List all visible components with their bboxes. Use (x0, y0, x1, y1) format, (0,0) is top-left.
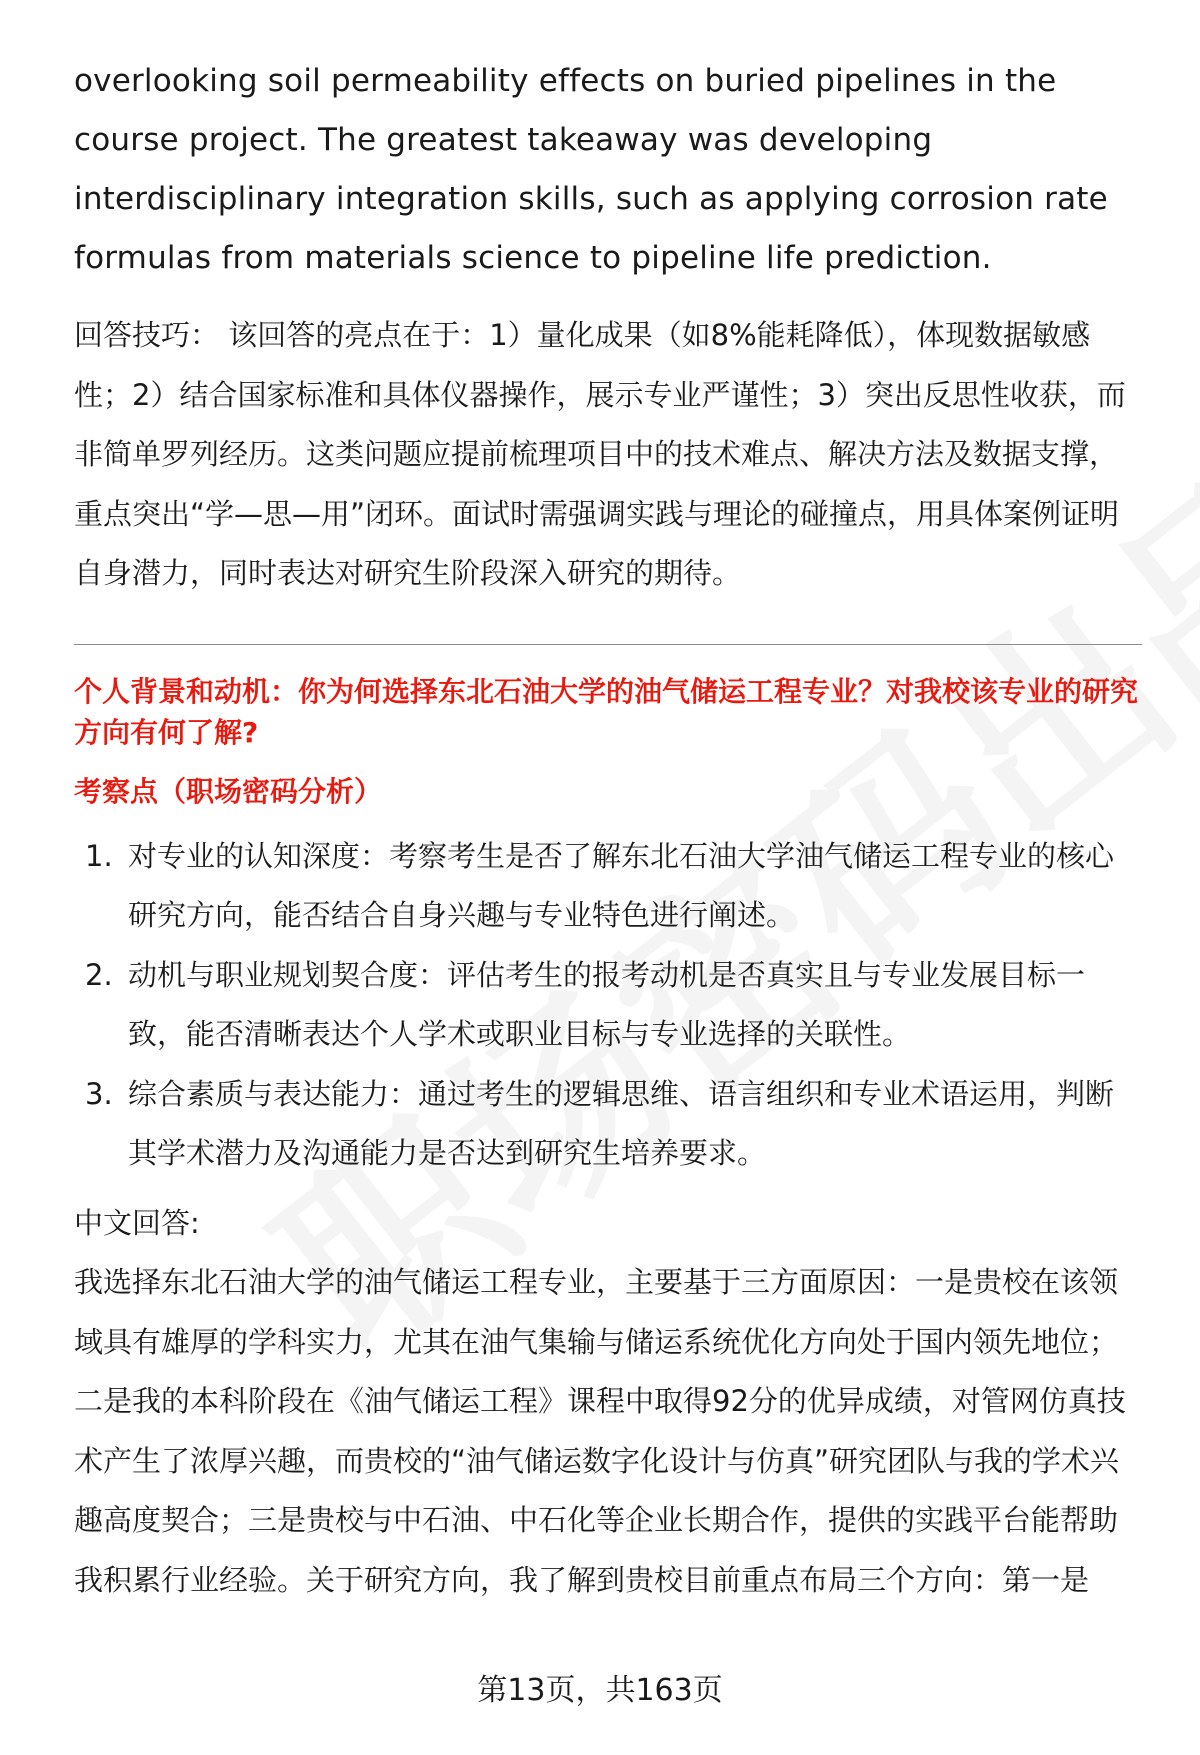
key-points-heading: 考察点（职场密码分析） (74, 774, 383, 808)
list-number: 1. (85, 838, 113, 873)
chinese-answer-text: 我选择东北石油大学的油气储运工程专业，主要基于三方面原因：一是贵校在该领域具有雄厚的学科实力，尤其在油气集输与储运系统优化方向处于国内领先地位；二是我的本科阶段在《油气储运工程》课程中取得92分的优异成绩，对管网仿真技术产生了浓厚兴趣，而贵校的“油气储运数字化设计与仿真”研究团队与我的学术兴趣高度契合；三是贵校与中石油、中石化等企业长期合作，提供的实践平台能帮助我积累行业经验。关于研究方向，我了解到贵校目前重点布局三个方向：第一是 (74, 1265, 1126, 1597)
key-points-list (74, 827, 1142, 1184)
chinese-answer-label: 中文回答: (74, 1205, 200, 1240)
list-number: 3. (85, 1076, 113, 1111)
english-answer-tail: overlooking soil permeability effects on buried pipelines in the course project. The greatest takeaway was developing interdisciplinary integration skills, such as applying corrosion rate formulas from materials science to pipeline life prediction. (74, 63, 1108, 276)
list-number: 2. (85, 957, 113, 992)
list-item-text: 对专业的认知深度：考察考生是否了解东北石油大学油气储运工程专业的核心研究方向，能否结合自身兴趣与专业特色进行阐述。 (128, 838, 1115, 932)
list-item-text: 综合素质与表达能力：通过考生的逻辑思维、语言组织和专业术语运用，判断其学术潜力及沟通能力是否达到研究生培养要求。 (128, 1076, 1115, 1170)
answer-tips: 回答技巧： 该回答的亮点在于：1）量化成果（如8%能耗降低），体现数据敏感性；2）结合国家标准和具体仪器操作，展示专业严谨性；3）突出反思性收获，而非简单罗列经历。这类问题应提前梳理项目中的技术难点、解决方法及数据支撑，重点突出“学—思—用”闭环。面试时需强调实践与理论的碰撞点，用具体案例证明自身潜力，同时表达对研究生阶段深入研究的期待。 (74, 318, 1126, 590)
section-divider (74, 644, 1142, 645)
list-item (74, 946, 1142, 1065)
list-item (74, 1065, 1142, 1184)
list-item-text: 动机与职业规划契合度：评估考生的报考动机是否真实且与专业发展目标一致，能否清晰表达个人学术或职业目标与专业选择的关联性。 (128, 957, 1086, 1051)
page-content (74, 52, 1142, 1610)
question-heading: 个人背景和动机：你为何选择东北石油大学的油气储运工程专业？对我校该专业的研究方向有何了解? (74, 674, 1139, 749)
list-item (74, 827, 1142, 946)
page-number-footer: 第13页，共163页 (477, 1673, 723, 1708)
